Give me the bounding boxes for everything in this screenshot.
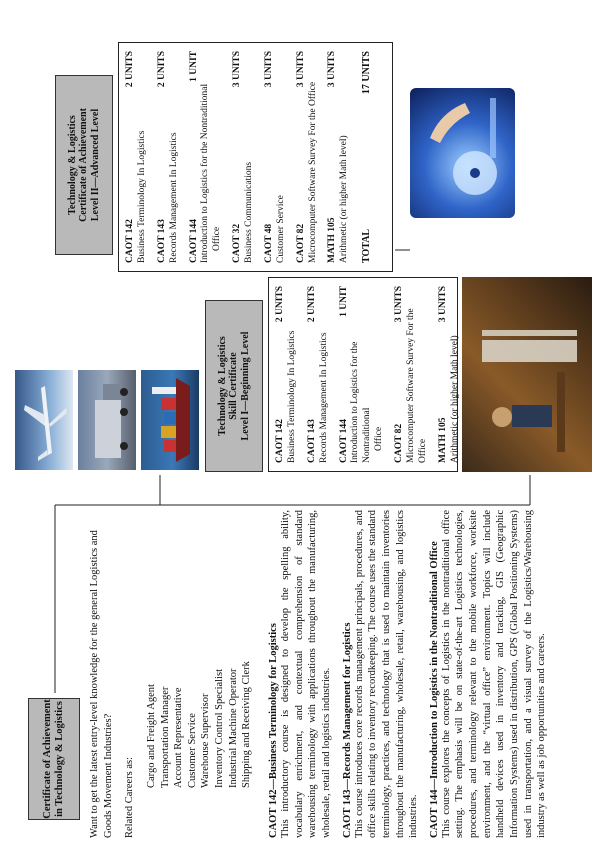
total-units: 17 UNITS — [361, 51, 373, 95]
course-code: CAOT 32 — [232, 223, 243, 263]
course-code: CAOT 142 — [275, 419, 285, 463]
course-units: 2 UNITS — [125, 51, 135, 88]
course-description: Records Management In Logistics — [168, 132, 179, 263]
career-item: Industrial Machine Operator — [227, 668, 239, 788]
course-description: Arithmetic (or higher Math level) — [339, 135, 350, 263]
course-description-cont: Office — [212, 226, 223, 251]
course-entry — [125, 51, 149, 263]
course-code: CAOT 48 — [263, 223, 274, 263]
truck-icon — [78, 370, 136, 470]
course-units: 2 UNITS — [156, 51, 167, 88]
course-entry — [157, 51, 181, 263]
total-label: TOTAL — [361, 228, 373, 263]
course-description: Microcomputer Software Survey For the Office — [405, 308, 428, 463]
intro-question: Want to get the latest entry-level knowledge for the general Logistics and Goods Movement Industries? — [89, 530, 114, 838]
course-entry — [327, 51, 351, 263]
course-description: Business Communications — [244, 161, 254, 263]
airplane-photo — [15, 370, 73, 470]
level1-title-line1: Technology & Logistics — [216, 336, 228, 436]
course-entry — [275, 286, 299, 463]
course-code: CAOT 144 — [188, 219, 199, 263]
course-description: Introduction to Logistics for the Nontraditional — [200, 83, 211, 263]
course-description: Arithmetic (or higher Math level) — [449, 335, 460, 463]
course-desc-title: CAOT 143—Records Management for Logistics — [341, 622, 353, 838]
course-units: 3 UNITS — [437, 286, 448, 323]
level2-total — [361, 51, 372, 263]
course-units: 3 UNITS — [327, 51, 338, 88]
course-units: 3 UNITS — [263, 51, 274, 88]
course-description: Business Terminology In Logistics — [286, 330, 297, 463]
course-code: MATH 105 — [327, 217, 338, 263]
course-code: MATH 105 — [437, 417, 448, 463]
career-item: Warehouse Supervisor — [200, 693, 212, 788]
course-desc-text: This course introduces core records management principals, procedures, and office skills relating to inventory recordkeeping. The course uses the standard terminology, practices, and technology that is used to maintain inventories throughout the manufacturing, wholesale, retail, warehousing, and logistics industries. — [353, 510, 420, 838]
course-entry — [339, 286, 387, 463]
course-entry — [438, 286, 462, 463]
container-ship-photo — [141, 370, 199, 470]
course-units: 2 UNITS — [275, 286, 285, 323]
root-title-line1: Certificate of Achievement — [41, 699, 53, 819]
course-entry — [264, 51, 288, 263]
career-item: Transportation Manager — [159, 686, 171, 788]
career-item: Inventory Control Specialist — [214, 669, 226, 788]
warehouse-worker-photo — [462, 277, 592, 472]
level2-course-box — [118, 42, 393, 272]
course-code: CAOT 143 — [156, 219, 167, 263]
cd-disc-icon — [410, 88, 515, 218]
root-title-line2: in Technology & Logistics — [54, 701, 65, 817]
course-desc-text: This course explores the concepts of Logistics in the nontraditional office setting. The emphasis will be on state-of-the-art Logistics technologies, procedures, and terminology relevant to the mobile workforce, worksite environment, and the “virtual office” environment. Topics will include handheld devices used in inventory and tracking, GIS (Geographic Information Systems) used in distribution, GPS (Global Positioning Systems) used in transportation, and a visual survey of the Logistics/Warehousing industry as well as job opportunities and careers. — [440, 510, 548, 838]
level2-title-box — [55, 75, 113, 255]
level1-course-box — [268, 277, 458, 472]
root-title-box — [28, 698, 80, 820]
course-units: 3 UNITS — [394, 286, 404, 323]
course-entry — [189, 51, 225, 263]
course-code: CAOT 143 — [306, 419, 317, 463]
course-units: 1 UNIT — [188, 51, 199, 82]
course-code: CAOT 142 — [125, 219, 135, 263]
course-units: 3 UNITS — [232, 51, 243, 88]
course-description: Microcomputer Software Survey For the Office — [307, 81, 318, 263]
course-description: Introduction to Logistics for the Nontraditional — [350, 341, 373, 463]
level1-title-box — [205, 300, 263, 472]
course-entry — [232, 51, 256, 263]
level2-title-line3: Level II—Advanced Level — [89, 108, 101, 222]
course-entry — [296, 51, 320, 263]
intro-column — [88, 510, 557, 838]
course-desc-text: This introductory course is designed to develop the spelling ability, vocabulary enrichment, and contextual comprehension of standard warehousing terminology with applications throughout the manufacturing, wholesale, retail and logistics industries. — [280, 510, 332, 838]
course-desc-title: CAOT 142—Business Terminology for Logistics — [268, 623, 280, 838]
course-description: Records Management In Logistics — [318, 332, 329, 463]
course-code: CAOT 82 — [295, 223, 306, 263]
level1-title-line3: Level I—Beginning Level — [239, 331, 251, 441]
level2-title-line1: Technology & Logistics — [66, 115, 78, 215]
trucks-photo — [78, 370, 136, 470]
course-units: 1 UNIT — [338, 286, 349, 317]
career-item: Customer Service — [186, 713, 198, 788]
course-description-cont: Office — [374, 426, 385, 451]
airplane-icon — [15, 370, 73, 470]
course-units: 3 UNITS — [295, 51, 306, 88]
careers-list — [145, 510, 254, 788]
course-entry — [394, 286, 430, 463]
worker-icon — [462, 277, 592, 472]
course-code: CAOT 82 — [394, 423, 404, 463]
ship-icon — [141, 370, 199, 470]
career-item: Shipping and Receiving Clerk — [241, 661, 253, 788]
course-entry — [307, 286, 331, 463]
level1-title-line2: Skill Certificate — [228, 352, 240, 420]
course-code: CAOT 144 — [338, 419, 349, 463]
course-description: Customer Service — [275, 195, 286, 263]
course-desc-title: CAOT 144—Introduction to Logistics in the Nontraditional Office — [428, 541, 440, 838]
careers-label: Related Careers as: — [124, 756, 136, 838]
course-description: Business Terminology In Logistics — [136, 130, 147, 263]
technology-hand-photo — [410, 88, 515, 218]
level2-title-line2: Certificate of Achievement — [78, 108, 90, 222]
career-item: Account Representative — [173, 687, 185, 788]
course-units: 2 UNITS — [306, 286, 317, 323]
career-item: Cargo and Freight Agent — [145, 684, 157, 788]
